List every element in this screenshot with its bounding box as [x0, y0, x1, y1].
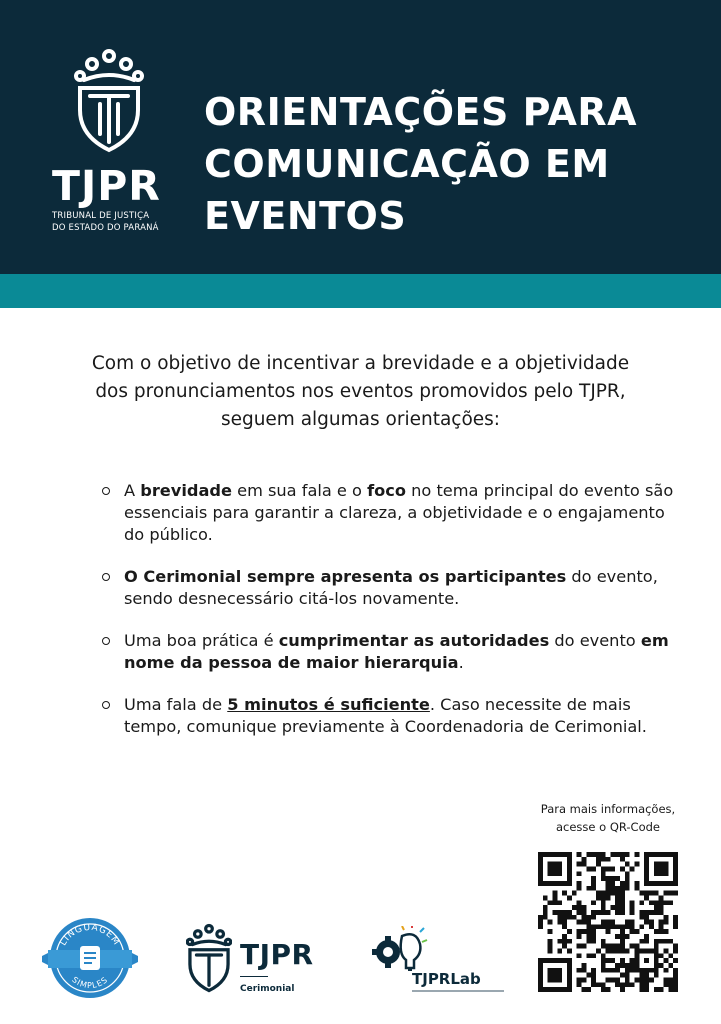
circle-bullet-icon	[102, 573, 110, 581]
tjpr-small-wordmark: TJPR	[240, 938, 314, 971]
title-line1: ORIENTAÇÕES PARA	[204, 90, 638, 134]
item-text: do evento	[549, 631, 641, 650]
list-item	[100, 694, 680, 738]
qr-caption-line1: Para mais informações,	[540, 802, 676, 816]
circle-bullet-icon	[102, 487, 110, 495]
item-bold: brevidade	[140, 481, 232, 500]
tjprlab-subline	[412, 990, 504, 992]
tjpr-cerimonial-logo	[184, 918, 334, 1002]
item-text: em sua fala e o	[231, 481, 368, 500]
tjpr-emblem-icon	[74, 44, 144, 154]
item-text: .	[458, 653, 464, 672]
teal-band	[0, 274, 721, 308]
logo-subtitle	[52, 210, 182, 234]
tjprlab-wordmark: TJPRLab	[412, 970, 481, 988]
cerimonial-label: Cerimonial	[240, 984, 295, 994]
logo-wordmark: TJPR	[52, 162, 161, 210]
list-item	[100, 630, 680, 674]
item-underlined: 5 minutos é suficiente	[227, 695, 430, 714]
logo-subtitle-line1: TRIBUNAL DE JUSTIÇA	[52, 211, 150, 221]
item-bold: cumprimentar as autoridades	[278, 631, 550, 650]
title-line2: COMUNICAÇÃO EM	[204, 142, 610, 186]
item-text: . Caso necessite de mais tempo, comunique previamente à Coordenadoria de Cerimonial.	[124, 695, 647, 736]
intro-paragraph	[40, 350, 681, 434]
badge-bottom-text: SIMPLES	[70, 975, 110, 991]
item-bold: foco	[367, 481, 406, 500]
linguagem-simples-badge	[40, 912, 140, 1002]
list-item	[100, 566, 680, 610]
item-text: Uma boa prática é	[124, 631, 279, 650]
item-bold: em nome da pessoa de maior hierarquia	[124, 631, 669, 672]
list-item	[100, 480, 680, 546]
circle-bullet-icon	[102, 637, 110, 645]
item-bold: O Cerimonial sempre apresenta os participantes	[124, 567, 567, 586]
logo-subtitle-line2: DO ESTADO DO PARANÁ	[52, 223, 159, 233]
page-title	[204, 86, 714, 242]
qr-caption	[510, 800, 706, 836]
tjprlab-logo	[372, 926, 508, 1002]
divider	[240, 976, 268, 977]
intro-line3: seguem algumas orientações:	[220, 409, 501, 430]
circle-bullet-icon	[102, 701, 110, 709]
qr-caption-line2: acesse o QR-Code	[555, 820, 661, 834]
item-text: A	[124, 481, 141, 500]
document-icon	[80, 946, 100, 970]
item-text: no tema principal do evento são essenciais para garantir a clareza, a objetividade e o engajamento do público.	[124, 481, 674, 544]
intro-line1: Com o objetivo de incentivar a brevidade e a objetividade	[91, 353, 630, 374]
qr-code[interactable]	[538, 852, 678, 992]
item-text: Uma fala de	[124, 695, 228, 714]
badge-top-text: LINGUAGEM	[58, 922, 122, 948]
item-text: do evento, sendo desnecessário citá-los novamente.	[124, 567, 658, 608]
tjpr-emblem-small-icon	[186, 920, 232, 994]
guidelines-list	[100, 480, 680, 758]
title-line3: EVENTOS	[204, 194, 407, 238]
intro-line2: dos pronunciamentos nos eventos promovidos pelo TJPR,	[95, 381, 626, 402]
